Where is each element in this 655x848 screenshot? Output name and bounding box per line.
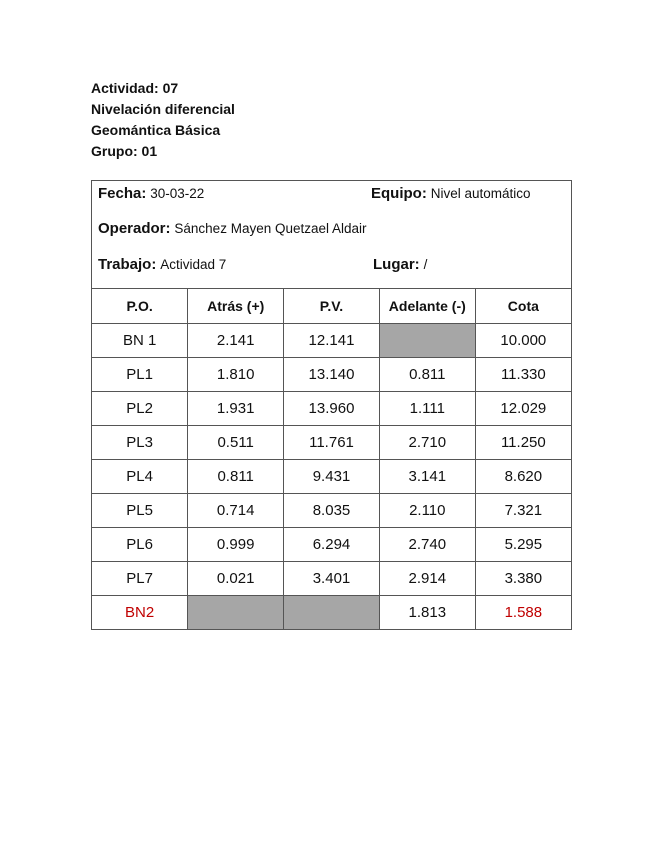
lugar-row	[373, 256, 427, 273]
equipo-label: Equipo:	[371, 185, 427, 202]
table-cell: 12.029	[475, 391, 571, 425]
table-cell: 2.141	[188, 323, 284, 357]
lugar-value: /	[423, 257, 428, 272]
empty-cell	[188, 595, 284, 629]
table-cell: 11.250	[475, 425, 571, 459]
table-cell: 1.810	[188, 357, 284, 391]
trabajo-value: Actividad 7	[160, 257, 227, 272]
table-cell: 6.294	[284, 527, 380, 561]
table-cell: 0.811	[379, 357, 475, 391]
table-cell: 3.380	[475, 561, 571, 595]
table-cell: BN 1	[92, 323, 188, 357]
table-cell-highlight: BN2	[92, 595, 188, 629]
table-cell: PL4	[92, 459, 188, 493]
table-cell: 2.710	[379, 425, 475, 459]
table-cell: 5.295	[475, 527, 571, 561]
table-header-row	[92, 289, 571, 323]
leveling-sheet	[91, 180, 572, 630]
table-row	[92, 391, 571, 425]
document-header	[91, 78, 235, 162]
course-name: Geomántica Básica	[91, 122, 221, 138]
leveling-table	[92, 289, 571, 629]
fecha-label: Fecha:	[98, 185, 147, 202]
table-cell: 1.813	[379, 595, 475, 629]
table-row	[92, 459, 571, 493]
table-cell: 0.714	[188, 493, 284, 527]
table-cell: 0.811	[188, 459, 284, 493]
table-row	[92, 493, 571, 527]
activity-number: Actividad: 07	[91, 80, 179, 96]
table-cell: 3.141	[379, 459, 475, 493]
activity-topic: Nivelación diferencial	[91, 101, 235, 117]
table-cell: 13.960	[284, 391, 380, 425]
trabajo-label: Trabajo:	[98, 256, 157, 273]
column-header: P.V.	[284, 289, 380, 323]
table-row	[92, 595, 571, 629]
fecha-row	[98, 185, 204, 202]
lugar-label: Lugar:	[373, 256, 420, 273]
table-cell: 11.330	[475, 357, 571, 391]
table-cell: 2.914	[379, 561, 475, 595]
table-row	[92, 323, 571, 357]
table-cell: PL6	[92, 527, 188, 561]
table-cell-highlight: 1.588	[475, 595, 571, 629]
table-cell: 2.740	[379, 527, 475, 561]
sheet-info	[92, 181, 571, 289]
column-header: Cota	[475, 289, 571, 323]
table-cell: 10.000	[475, 323, 571, 357]
operador-row	[98, 220, 367, 237]
table-cell: 11.761	[284, 425, 380, 459]
table-cell: PL1	[92, 357, 188, 391]
equipo-value: Nivel automático	[430, 186, 531, 201]
table-cell: 0.021	[188, 561, 284, 595]
table-cell: 13.140	[284, 357, 380, 391]
table-cell: PL7	[92, 561, 188, 595]
trabajo-row	[98, 256, 226, 273]
table-row	[92, 561, 571, 595]
table-cell: 1.931	[188, 391, 284, 425]
table-row	[92, 357, 571, 391]
table-cell: 0.511	[188, 425, 284, 459]
column-header: Atrás (+)	[188, 289, 284, 323]
table-cell: 8.035	[284, 493, 380, 527]
table-cell: 12.141	[284, 323, 380, 357]
table-cell: 8.620	[475, 459, 571, 493]
empty-cell	[284, 595, 380, 629]
empty-cell	[379, 323, 475, 357]
column-header: P.O.	[92, 289, 188, 323]
table-cell: PL5	[92, 493, 188, 527]
operador-label: Operador:	[98, 220, 171, 237]
table-cell: 1.111	[379, 391, 475, 425]
table-cell: 0.999	[188, 527, 284, 561]
group-number: Grupo: 01	[91, 143, 158, 159]
table-cell: 2.110	[379, 493, 475, 527]
table-cell: PL3	[92, 425, 188, 459]
table-cell: 9.431	[284, 459, 380, 493]
equipo-row	[371, 185, 531, 202]
table-cell: 7.321	[475, 493, 571, 527]
table-row	[92, 527, 571, 561]
table-row	[92, 425, 571, 459]
table-cell: 3.401	[284, 561, 380, 595]
fecha-value: 30-03-22	[150, 186, 205, 201]
column-header: Adelante (-)	[379, 289, 475, 323]
operador-value: Sánchez Mayen Quetzael Aldair	[174, 221, 367, 236]
table-cell: PL2	[92, 391, 188, 425]
